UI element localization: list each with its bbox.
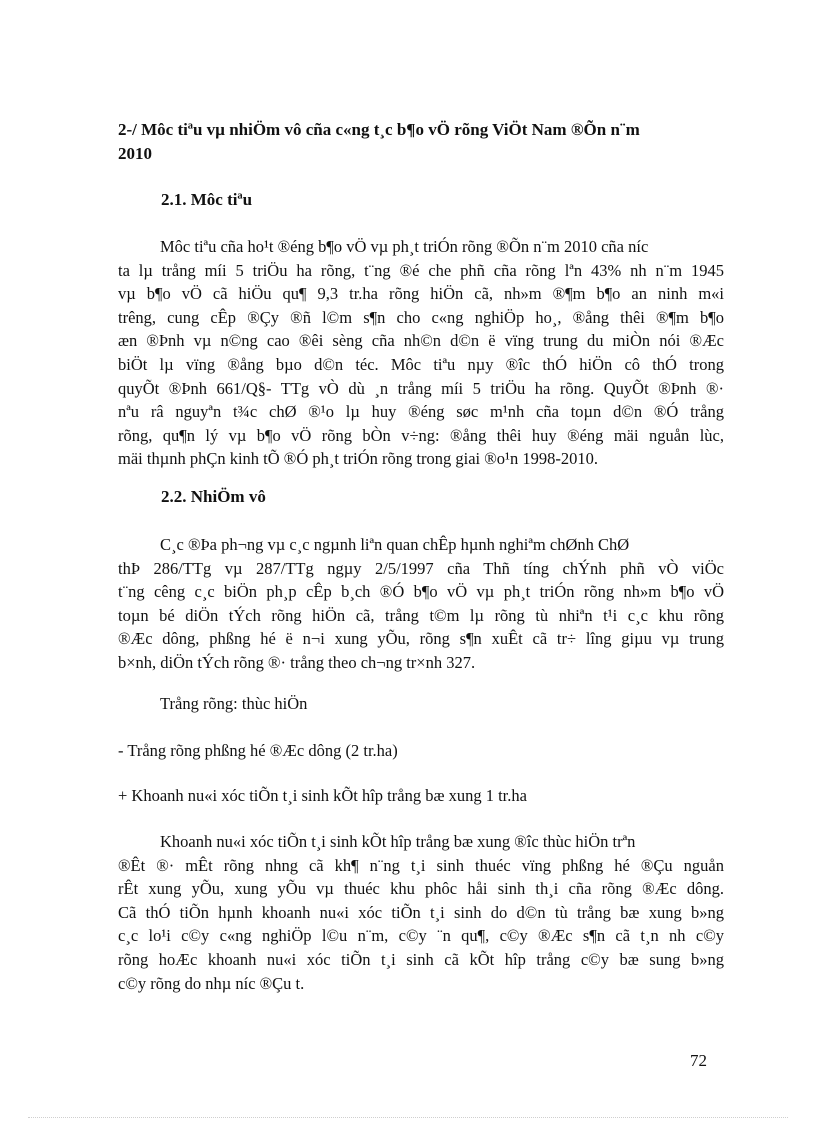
section-heading — [118, 118, 728, 166]
text-line: thÞ 286/TTg vµ 287/TTg ngµy 2/5/1997 cña Thñ tíng chÝnh phñ vÒ viÖc — [118, 558, 724, 578]
tasks-paragraph — [118, 533, 724, 675]
text-line: æn ®Þnh vµ n©ng cao ®êi sèng cña nh©n d©n ë vïng trung du miÒn nói ®Æc — [118, 331, 724, 351]
text-line: c©y rõng do nhµ níc ®Çu t. — [118, 973, 305, 993]
text-line: rõng hoÆc khoanh nu«i xóc tiÕn t¸i sinh cã kÕt hîp trång c©y bæ sung b»ng — [118, 949, 724, 969]
text-line: Môc tiªu cña ho¹t ®éng b¶o vÖ vµ ph¸t triÓn rõng ®Õn n¨m 2010 cña níc — [160, 237, 649, 256]
text-line: mäi thµnh phÇn kinh tÕ ®Ó ph¸t triÓn rõng trong giai ®o¹n 1998-2010. — [118, 449, 598, 469]
heading-line-1: 2-/ Môc tiªu vµ nhiÖm vô cña c«ng t¸c b¶o vÖ rõng ViÖt Nam ®Õn n¨m — [118, 120, 640, 139]
regeneration-paragraph — [118, 830, 724, 995]
objectives-paragraph — [118, 235, 724, 471]
text-line: rõng, qu¶n lý vµ b¶o vÖ rõng bÒn v÷ng: ®ång thêi huy ®éng mäi nguån lùc, — [118, 425, 724, 445]
text-line: t¨ng cêng c¸c biÖn ph¸p cÊp b¸ch ®Ó b¶o vÖ vµ ph¸t triÓn rõng nh»m b¶o vÖ — [118, 582, 724, 602]
heading-line-2: 2010 — [118, 144, 152, 163]
text-line: b×nh, diÖn tÝch rõng ®· trång theo ch¬ng tr×nh 327. — [118, 652, 476, 672]
text-line: ®Êt ®· mÊt rõng nhng cã kh¶ n¨ng t¸i sinh thuéc vïng phßng hé ®Çu nguån — [118, 855, 724, 875]
text-line: nªu râ nguyªn t¾c chØ ®¹o lµ huy ®éng søc m¹nh cña toµn d©n ®Ó trång — [118, 402, 724, 422]
text-line: quyÕt ®Þnh 661/Q§- TTg vÒ dù ¸n trång míi 5 triÖu ha rõng. QuyÕt ®Þnh ®· — [118, 378, 724, 398]
subsection-title-tasks: 2.2. NhiÖm vô — [161, 487, 266, 506]
text-line: ®Æc dông, phßng hé ë n¬i xung yÕu, rõng s¶n xuÊt cã tr÷ lîng giµu vµ trung — [118, 629, 724, 649]
planting-intro: Trång rõng: thùc hiÖn — [160, 694, 308, 713]
text-line: ta lµ trång míi 5 triÖu ha rõng, t¨ng ®é che phñ cña rõng lªn 43% nh n¨m 1945 — [118, 260, 724, 280]
text-line: rÊt xung yÕu, xung yÕu vµ thuéc khu phôc håi sinh th¸i cña rõng ®Æc dông. — [118, 879, 724, 899]
text-line: biÖt lµ vïng ®ång bµo d©n téc. Môc tiªu nµy ®îc thÓ hiÖn cô thÓ trong — [118, 354, 724, 374]
text-line: toµn bé diÖn tÝch rõng hiÖn cã, trång t©m lµ rõng tù nhiªn t¹i c¸c khu rõng — [118, 605, 724, 625]
text-line: C¸c ®Þa ph¬ng vµ c¸c ngµnh liªn quan chÊp hµnh nghiªm chØnh ChØ — [160, 535, 630, 554]
page-bottom-divider — [28, 1117, 788, 1118]
text-line: trêng, cung cÊp ®Çy ®ñ l©m s¶n cho c«ng nghiÖp ho¸, ®ång thêi ®¶m b¶o — [118, 307, 724, 327]
subsection-title-objectives: 2.1. Môc tiªu — [161, 190, 253, 209]
text-line: Cã thÓ tiÕn hµnh khoanh nu«i xóc tiÕn t¸i sinh do d©n tù trång bæ xung b»ng — [118, 902, 724, 922]
list-item-dash: - Trång rõng phßng hé ®Æc dông (2 tr.ha) — [118, 741, 398, 760]
text-line: c¸c lo¹i c©y c«ng nghiÖp l©u n¨m, c©y ¨n qu¶, c©y ®Æc s¶n cã t¸n nh c©y — [118, 926, 724, 946]
page-number: 72 — [690, 1051, 707, 1070]
text-line: vµ b¶o vÖ cã hiÖu qu¶ 9,3 tr.ha rõng hiÖn cã, nh»m ®¶m b¶o an ninh m«i — [118, 284, 724, 304]
text-line: Khoanh nu«i xóc tiÕn t¸i sinh kÕt hîp trång bæ xung ®îc thùc hiÖn trªn — [160, 832, 636, 851]
list-item-plus: + Khoanh nu«i xóc tiÕn t¸i sinh kÕt hîp trång bæ xung 1 tr.ha — [118, 786, 527, 805]
